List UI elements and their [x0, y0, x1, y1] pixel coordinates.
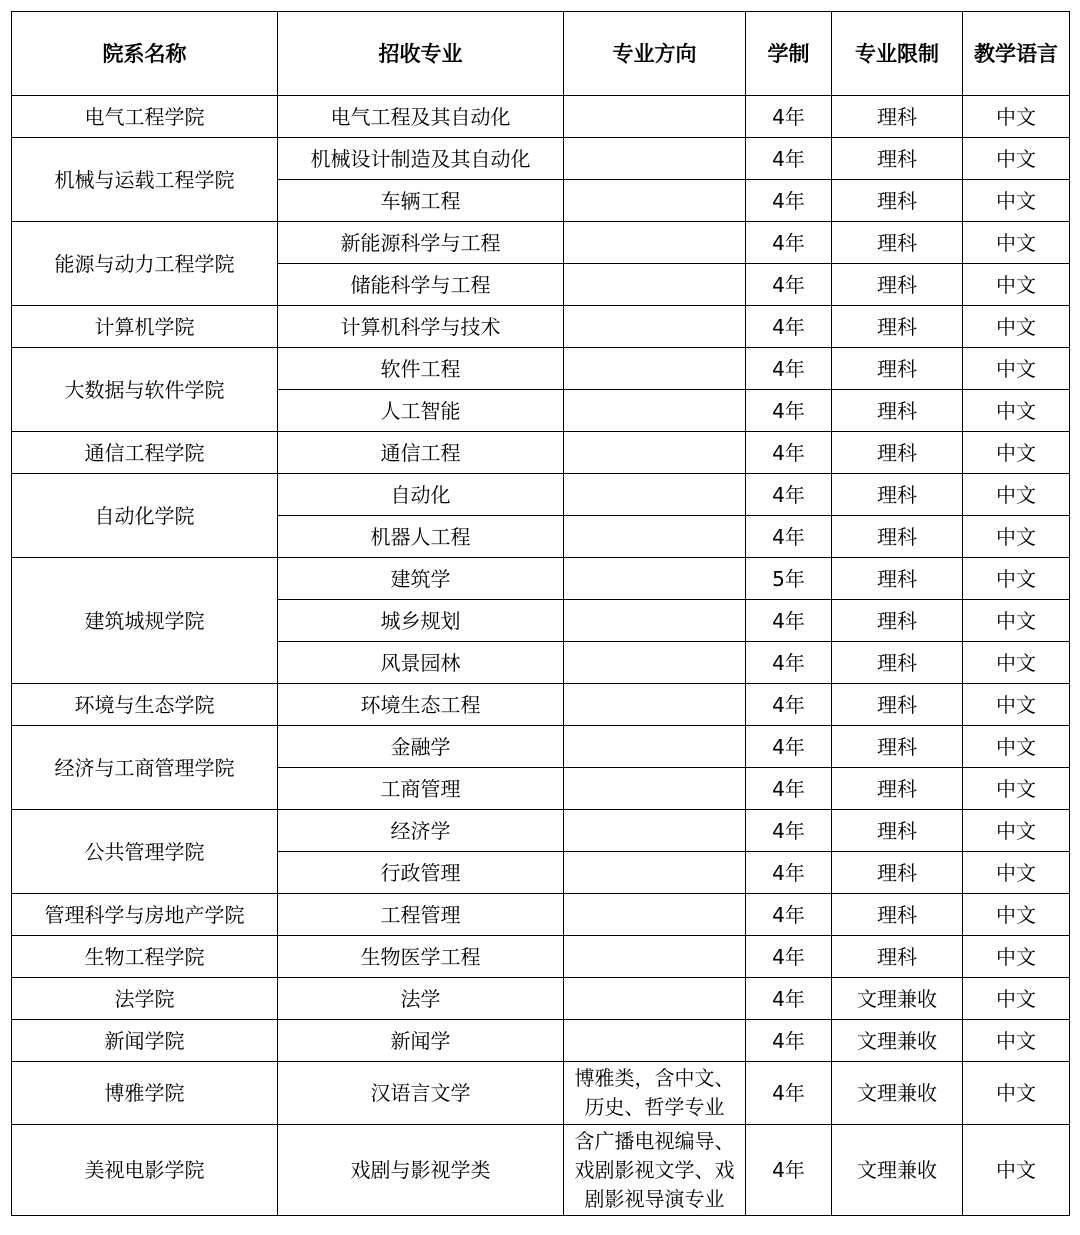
language-cell: 中文	[963, 1125, 1070, 1216]
table-row	[12, 1062, 1070, 1125]
college-cell: 法学院	[12, 978, 278, 1020]
language-cell: 中文	[963, 684, 1070, 726]
major-cell: 新闻学	[278, 1020, 564, 1062]
direction-cell	[564, 894, 746, 936]
table-row	[12, 138, 1070, 180]
college-cell: 能源与动力工程学院	[12, 222, 278, 306]
header-restriction: 专业限制	[832, 12, 963, 96]
major-cell: 工商管理	[278, 768, 564, 810]
major-cell: 软件工程	[278, 348, 564, 390]
language-cell: 中文	[963, 768, 1070, 810]
restriction-cell: 理科	[832, 894, 963, 936]
restriction-cell: 理科	[832, 768, 963, 810]
duration-cell: 4年	[746, 852, 832, 894]
table-body	[12, 96, 1070, 1216]
table-row	[12, 96, 1070, 138]
major-cell: 人工智能	[278, 390, 564, 432]
college-cell: 生物工程学院	[12, 936, 278, 978]
duration-cell: 4年	[746, 978, 832, 1020]
restriction-cell: 文理兼收	[832, 1125, 963, 1216]
college-cell: 管理科学与房地产学院	[12, 894, 278, 936]
table-row	[12, 936, 1070, 978]
direction-cell	[564, 390, 746, 432]
major-cell: 计算机科学与技术	[278, 306, 564, 348]
admissions-table-container	[11, 11, 1070, 1216]
duration-cell: 4年	[746, 642, 832, 684]
major-cell: 经济学	[278, 810, 564, 852]
college-cell: 计算机学院	[12, 306, 278, 348]
language-cell: 中文	[963, 810, 1070, 852]
header-college: 院系名称	[12, 12, 278, 96]
header-language: 教学语言	[963, 12, 1070, 96]
header-duration: 学制	[746, 12, 832, 96]
college-cell: 建筑城规学院	[12, 558, 278, 684]
restriction-cell: 理科	[832, 642, 963, 684]
duration-cell: 4年	[746, 264, 832, 306]
table-row	[12, 432, 1070, 474]
duration-cell: 4年	[746, 516, 832, 558]
restriction-cell: 理科	[832, 348, 963, 390]
major-cell: 戏剧与影视学类	[278, 1125, 564, 1216]
duration-cell: 5年	[746, 558, 832, 600]
restriction-cell: 理科	[832, 432, 963, 474]
restriction-cell: 文理兼收	[832, 1062, 963, 1125]
direction-cell: 含广播电视编导、戏剧影视文学、戏剧影视导演专业	[564, 1125, 746, 1216]
table-row	[12, 348, 1070, 390]
table-row	[12, 1125, 1070, 1216]
direction-cell	[564, 558, 746, 600]
direction-cell	[564, 1020, 746, 1062]
duration-cell: 4年	[746, 96, 832, 138]
college-cell: 电气工程学院	[12, 96, 278, 138]
direction-cell	[564, 96, 746, 138]
restriction-cell: 理科	[832, 474, 963, 516]
admissions-table	[11, 11, 1070, 1216]
direction-cell	[564, 642, 746, 684]
major-cell: 环境生态工程	[278, 684, 564, 726]
table-row	[12, 558, 1070, 600]
duration-cell: 4年	[746, 390, 832, 432]
direction-cell: 博雅类，含中文、历史、哲学专业	[564, 1062, 746, 1125]
direction-cell	[564, 306, 746, 348]
college-cell: 通信工程学院	[12, 432, 278, 474]
restriction-cell: 理科	[832, 306, 963, 348]
restriction-cell: 理科	[832, 222, 963, 264]
direction-cell	[564, 684, 746, 726]
restriction-cell: 理科	[832, 600, 963, 642]
direction-cell	[564, 936, 746, 978]
language-cell: 中文	[963, 432, 1070, 474]
restriction-cell: 文理兼收	[832, 978, 963, 1020]
table-row	[12, 222, 1070, 264]
college-cell: 自动化学院	[12, 474, 278, 558]
duration-cell: 4年	[746, 180, 832, 222]
duration-cell: 4年	[746, 726, 832, 768]
direction-cell	[564, 138, 746, 180]
duration-cell: 4年	[746, 768, 832, 810]
restriction-cell: 理科	[832, 96, 963, 138]
college-cell: 新闻学院	[12, 1020, 278, 1062]
college-cell: 大数据与软件学院	[12, 348, 278, 432]
restriction-cell: 理科	[832, 138, 963, 180]
language-cell: 中文	[963, 306, 1070, 348]
duration-cell: 4年	[746, 474, 832, 516]
direction-cell	[564, 810, 746, 852]
direction-cell	[564, 348, 746, 390]
table-row	[12, 894, 1070, 936]
duration-cell: 4年	[746, 348, 832, 390]
language-cell: 中文	[963, 642, 1070, 684]
duration-cell: 4年	[746, 432, 832, 474]
restriction-cell: 理科	[832, 684, 963, 726]
college-cell: 公共管理学院	[12, 810, 278, 894]
language-cell: 中文	[963, 264, 1070, 306]
restriction-cell: 理科	[832, 264, 963, 306]
language-cell: 中文	[963, 558, 1070, 600]
restriction-cell: 理科	[832, 558, 963, 600]
table-row	[12, 684, 1070, 726]
language-cell: 中文	[963, 138, 1070, 180]
table-row	[12, 1020, 1070, 1062]
direction-cell	[564, 852, 746, 894]
direction-cell	[564, 180, 746, 222]
language-cell: 中文	[963, 474, 1070, 516]
direction-cell	[564, 600, 746, 642]
restriction-cell: 理科	[832, 810, 963, 852]
duration-cell: 4年	[746, 810, 832, 852]
major-cell: 新能源科学与工程	[278, 222, 564, 264]
major-cell: 自动化	[278, 474, 564, 516]
major-cell: 储能科学与工程	[278, 264, 564, 306]
table-row	[12, 474, 1070, 516]
language-cell: 中文	[963, 1020, 1070, 1062]
direction-cell	[564, 978, 746, 1020]
direction-cell	[564, 768, 746, 810]
table-row	[12, 306, 1070, 348]
language-cell: 中文	[963, 348, 1070, 390]
major-cell: 行政管理	[278, 852, 564, 894]
college-cell: 博雅学院	[12, 1062, 278, 1125]
table-header-row	[12, 12, 1070, 96]
duration-cell: 4年	[746, 936, 832, 978]
college-cell: 经济与工商管理学院	[12, 726, 278, 810]
direction-cell	[564, 516, 746, 558]
duration-cell: 4年	[746, 684, 832, 726]
header-direction: 专业方向	[564, 12, 746, 96]
duration-cell: 4年	[746, 138, 832, 180]
college-cell: 环境与生态学院	[12, 684, 278, 726]
duration-cell: 4年	[746, 1062, 832, 1125]
table-row	[12, 726, 1070, 768]
duration-cell: 4年	[746, 222, 832, 264]
major-cell: 机器人工程	[278, 516, 564, 558]
major-cell: 通信工程	[278, 432, 564, 474]
language-cell: 中文	[963, 96, 1070, 138]
direction-cell	[564, 726, 746, 768]
major-cell: 汉语言文学	[278, 1062, 564, 1125]
language-cell: 中文	[963, 726, 1070, 768]
language-cell: 中文	[963, 600, 1070, 642]
college-cell: 美视电影学院	[12, 1125, 278, 1216]
restriction-cell: 理科	[832, 852, 963, 894]
college-cell: 机械与运载工程学院	[12, 138, 278, 222]
language-cell: 中文	[963, 516, 1070, 558]
major-cell: 风景园林	[278, 642, 564, 684]
duration-cell: 4年	[746, 1125, 832, 1216]
table-row	[12, 810, 1070, 852]
language-cell: 中文	[963, 936, 1070, 978]
duration-cell: 4年	[746, 1020, 832, 1062]
duration-cell: 4年	[746, 306, 832, 348]
language-cell: 中文	[963, 852, 1070, 894]
restriction-cell: 理科	[832, 936, 963, 978]
major-cell: 电气工程及其自动化	[278, 96, 564, 138]
language-cell: 中文	[963, 180, 1070, 222]
major-cell: 城乡规划	[278, 600, 564, 642]
restriction-cell: 理科	[832, 516, 963, 558]
table-row	[12, 978, 1070, 1020]
language-cell: 中文	[963, 222, 1070, 264]
direction-cell	[564, 222, 746, 264]
language-cell: 中文	[963, 1062, 1070, 1125]
language-cell: 中文	[963, 978, 1070, 1020]
direction-cell	[564, 474, 746, 516]
direction-cell	[564, 264, 746, 306]
major-cell: 生物医学工程	[278, 936, 564, 978]
major-cell: 机械设计制造及其自动化	[278, 138, 564, 180]
major-cell: 车辆工程	[278, 180, 564, 222]
restriction-cell: 理科	[832, 180, 963, 222]
duration-cell: 4年	[746, 600, 832, 642]
major-cell: 建筑学	[278, 558, 564, 600]
major-cell: 工程管理	[278, 894, 564, 936]
direction-cell	[564, 432, 746, 474]
language-cell: 中文	[963, 390, 1070, 432]
header-major: 招收专业	[278, 12, 564, 96]
major-cell: 法学	[278, 978, 564, 1020]
duration-cell: 4年	[746, 894, 832, 936]
major-cell: 金融学	[278, 726, 564, 768]
restriction-cell: 文理兼收	[832, 1020, 963, 1062]
restriction-cell: 理科	[832, 726, 963, 768]
language-cell: 中文	[963, 894, 1070, 936]
restriction-cell: 理科	[832, 390, 963, 432]
